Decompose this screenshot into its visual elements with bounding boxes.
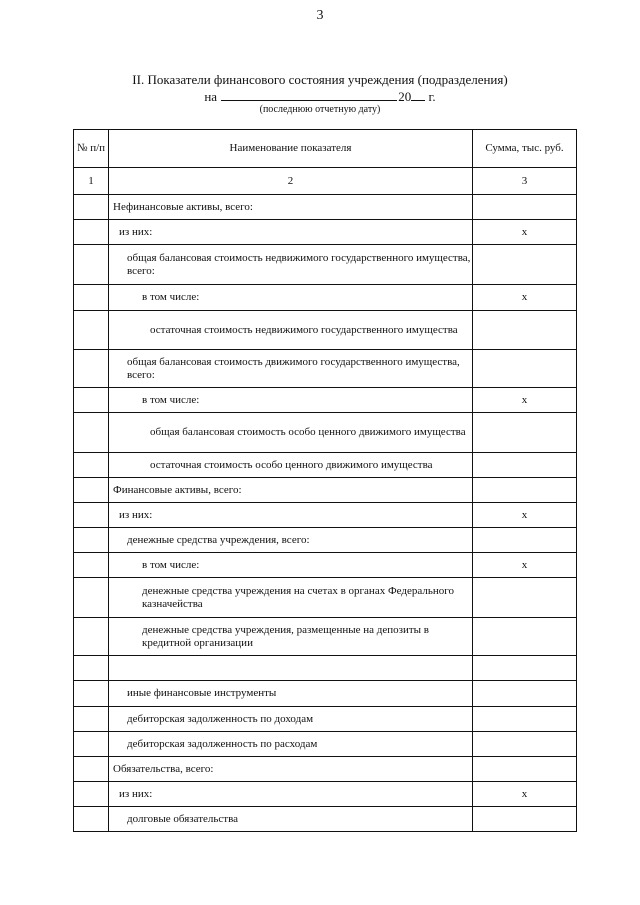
row-name: в том числе: bbox=[109, 553, 473, 578]
row-sum[interactable] bbox=[473, 807, 577, 832]
header-name: Наименование показателя bbox=[109, 130, 473, 168]
row-name: общая балансовая стоимость особо ценного движимого имущества bbox=[109, 413, 473, 453]
row-num bbox=[74, 285, 109, 311]
row-sum[interactable] bbox=[473, 732, 577, 757]
row-num bbox=[74, 681, 109, 707]
year-prefix: 20 bbox=[398, 89, 412, 104]
row-num bbox=[74, 503, 109, 528]
row-sum[interactable] bbox=[473, 311, 577, 350]
column-number-2: 2 bbox=[109, 168, 473, 195]
row-num bbox=[74, 245, 109, 285]
table-row bbox=[74, 350, 577, 388]
row-num bbox=[74, 578, 109, 618]
row-name: из них: bbox=[109, 782, 473, 807]
table-row bbox=[74, 707, 577, 732]
date-blank-field[interactable] bbox=[221, 88, 397, 101]
row-name: дебиторская задолженность по доходам bbox=[109, 707, 473, 732]
row-num bbox=[74, 553, 109, 578]
row-name: остаточная стоимость недвижимого государственного имущества bbox=[109, 311, 473, 350]
date-hint: (последнюю отчетную дату) bbox=[259, 104, 381, 115]
row-name: Финансовые активы, всего: bbox=[109, 478, 473, 503]
row-num bbox=[74, 782, 109, 807]
row-name: в том числе: bbox=[109, 285, 473, 311]
row-name: денежные средства учреждения, размещенные на депозиты в кредитной организации bbox=[109, 618, 473, 656]
row-sum[interactable] bbox=[473, 413, 577, 453]
row-num bbox=[74, 807, 109, 832]
table-row bbox=[74, 553, 577, 578]
row-sum[interactable] bbox=[473, 528, 577, 553]
year-suffix: г. bbox=[428, 89, 436, 104]
row-sum[interactable] bbox=[473, 195, 577, 220]
table-row bbox=[74, 782, 577, 807]
row-name: из них: bbox=[109, 220, 473, 245]
row-name: иные финансовые инструменты bbox=[109, 681, 473, 707]
table-header-row bbox=[74, 130, 577, 168]
row-sum[interactable] bbox=[473, 618, 577, 656]
row-num bbox=[74, 618, 109, 656]
row-sum: x bbox=[473, 782, 577, 807]
table-row bbox=[74, 578, 577, 618]
row-sum: x bbox=[473, 388, 577, 413]
row-sum: x bbox=[473, 553, 577, 578]
table-row bbox=[74, 807, 577, 832]
header-sum: Сумма, тыс. руб. bbox=[473, 130, 577, 168]
column-number-1: 1 bbox=[74, 168, 109, 195]
row-sum[interactable] bbox=[473, 656, 577, 681]
row-name: общая балансовая стоимость движимого государственного имущества, всего: bbox=[109, 350, 473, 388]
table-row bbox=[74, 732, 577, 757]
table-row bbox=[74, 528, 577, 553]
row-sum[interactable] bbox=[473, 681, 577, 707]
row-sum[interactable] bbox=[473, 478, 577, 503]
row-name: денежные средства учреждения на счетах в органах Федерального казначейства bbox=[109, 578, 473, 618]
column-number-3: 3 bbox=[473, 168, 577, 195]
row-sum[interactable] bbox=[473, 350, 577, 388]
row-num bbox=[74, 311, 109, 350]
row-name: в том числе: bbox=[109, 388, 473, 413]
table-row bbox=[74, 478, 577, 503]
row-sum[interactable] bbox=[473, 707, 577, 732]
financial-indicators-table bbox=[73, 129, 577, 832]
row-num bbox=[74, 528, 109, 553]
table-row bbox=[74, 220, 577, 245]
date-prefix: на bbox=[204, 89, 218, 104]
row-num bbox=[74, 478, 109, 503]
column-number-row bbox=[74, 168, 577, 195]
section-heading: II. Показатели финансового состояния учреждения (подразделения) bbox=[132, 72, 508, 87]
row-name: из них: bbox=[109, 503, 473, 528]
row-num bbox=[74, 388, 109, 413]
row-sum: x bbox=[473, 220, 577, 245]
row-sum[interactable] bbox=[473, 453, 577, 478]
report-date-line bbox=[0, 88, 640, 104]
row-name: Нефинансовые активы, всего: bbox=[109, 195, 473, 220]
table-row bbox=[74, 245, 577, 285]
row-num bbox=[74, 195, 109, 220]
table-row bbox=[74, 618, 577, 656]
row-num bbox=[74, 732, 109, 757]
row-sum: x bbox=[473, 503, 577, 528]
row-num bbox=[74, 453, 109, 478]
row-num bbox=[74, 413, 109, 453]
row-name bbox=[109, 656, 473, 681]
row-num bbox=[74, 656, 109, 681]
row-num bbox=[74, 220, 109, 245]
row-name: остаточная стоимость особо ценного движимого имущества bbox=[109, 453, 473, 478]
row-name: общая балансовая стоимость недвижимого государственного имущества, всего: bbox=[109, 245, 473, 285]
row-name: долговые обязательства bbox=[109, 807, 473, 832]
table-row bbox=[74, 757, 577, 782]
table-row bbox=[74, 388, 577, 413]
row-sum: x bbox=[473, 285, 577, 311]
table-row bbox=[74, 453, 577, 478]
table-row bbox=[74, 503, 577, 528]
row-num bbox=[74, 350, 109, 388]
page-number: 3 bbox=[316, 8, 324, 23]
row-num bbox=[74, 707, 109, 732]
header-num: № п/п bbox=[74, 130, 109, 168]
row-sum[interactable] bbox=[473, 757, 577, 782]
table-row bbox=[74, 311, 577, 350]
row-name: дебиторская задолженность по расходам bbox=[109, 732, 473, 757]
table-row bbox=[74, 195, 577, 220]
row-num bbox=[74, 757, 109, 782]
row-name: денежные средства учреждения, всего: bbox=[109, 528, 473, 553]
table-row bbox=[74, 681, 577, 707]
table-row bbox=[74, 413, 577, 453]
row-sum[interactable] bbox=[473, 578, 577, 618]
row-name: Обязательства, всего: bbox=[109, 757, 473, 782]
table-row bbox=[74, 656, 577, 681]
row-sum[interactable] bbox=[473, 245, 577, 285]
year-blank-field[interactable] bbox=[411, 88, 425, 101]
table-row bbox=[74, 285, 577, 311]
